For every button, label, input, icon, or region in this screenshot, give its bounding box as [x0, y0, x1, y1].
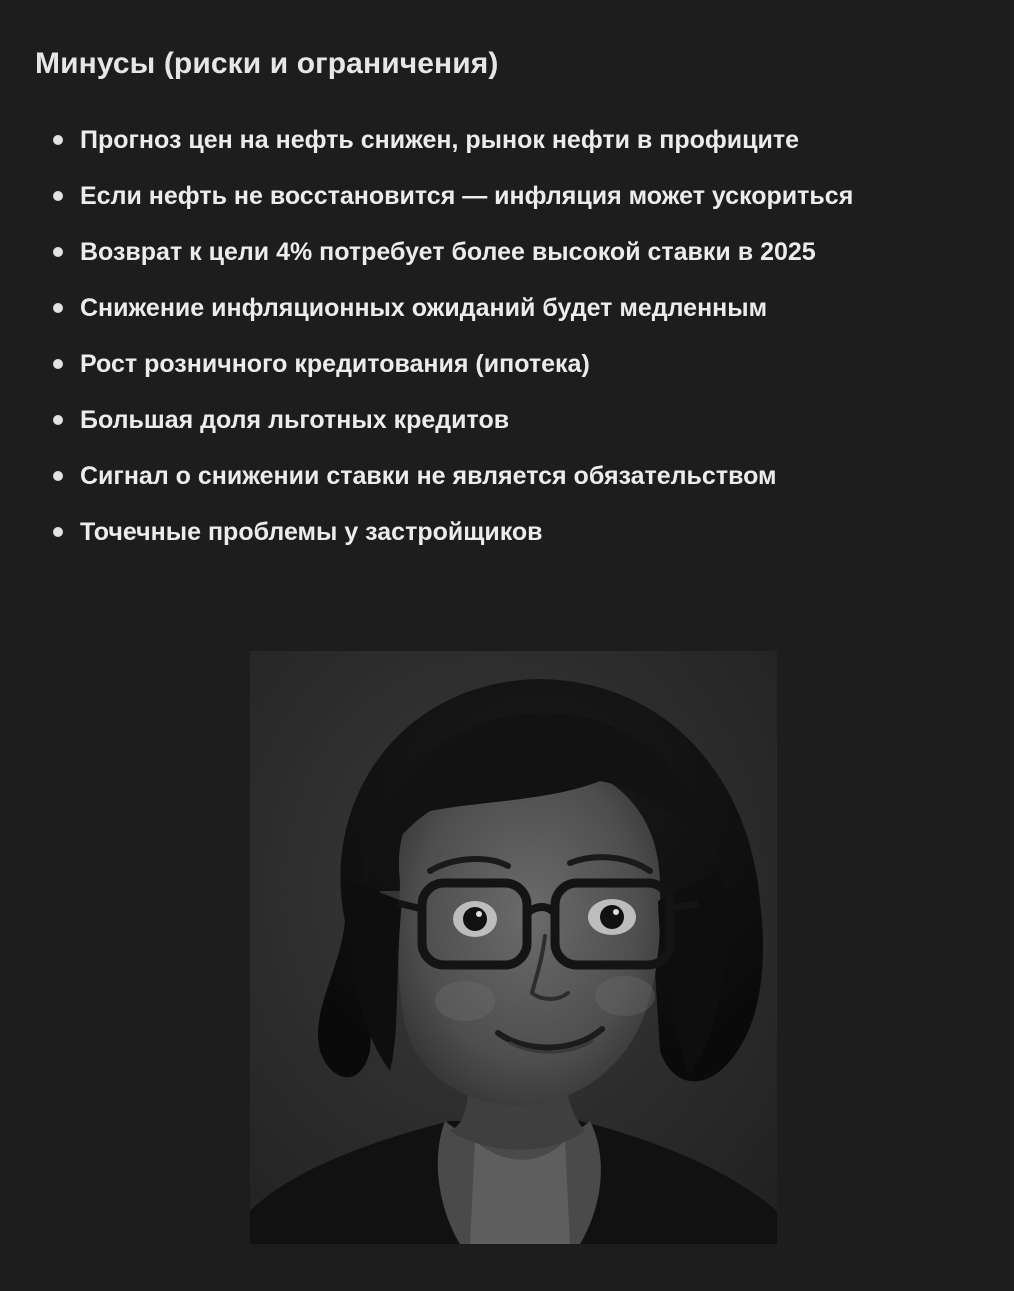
list-item [0, 338, 853, 394]
list-item-text: Сигнал о снижении ставки не является обязательством [80, 462, 777, 490]
bullet-icon [53, 471, 63, 481]
list-item-text: Точечные проблемы у застройщиков [80, 518, 543, 546]
list-item [0, 506, 853, 562]
portrait-image [250, 651, 777, 1244]
bullet-icon [53, 247, 63, 257]
list-item-text: Если нефть не восстановится — инфляция может ускориться [80, 182, 854, 210]
bullet-icon [53, 135, 63, 145]
list-item [0, 114, 853, 170]
list-item-text: Возврат к цели 4% потребует более высокой ставки в 2025 [80, 238, 816, 266]
bullet-icon [53, 191, 63, 201]
list-item-text: Рост розничного кредитования (ипотека) [80, 350, 590, 378]
cons-list [0, 114, 853, 562]
list-item [0, 394, 853, 450]
list-item [0, 170, 853, 226]
woman-with-glasses-icon [250, 651, 777, 1244]
bullet-icon [53, 303, 63, 313]
list-item-text: Прогноз цен на нефть снижен, рынок нефти в профиците [80, 126, 800, 154]
list-item [0, 450, 853, 506]
list-item [0, 226, 853, 282]
bullet-icon [53, 359, 63, 369]
section-title: Минусы (риски и ограничения) [35, 47, 499, 80]
list-item-text: Снижение инфляционных ожиданий будет медленным [80, 294, 768, 322]
list-item-text: Большая доля льготных кредитов [80, 406, 510, 434]
bullet-icon [53, 415, 63, 425]
bullet-icon [53, 527, 63, 537]
list-item [0, 282, 853, 338]
